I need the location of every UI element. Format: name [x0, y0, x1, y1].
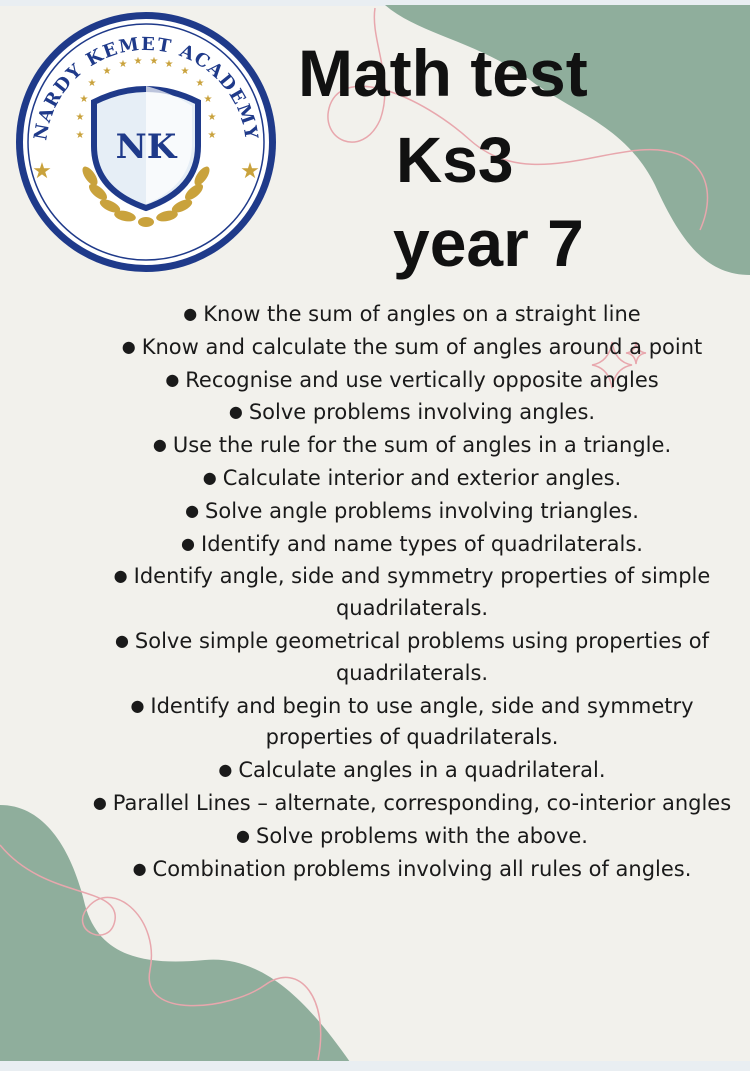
svg-text:★: ★	[164, 59, 174, 70]
academy-logo	[12, 8, 280, 276]
stage-label: Ks3	[396, 124, 514, 196]
topic-item	[62, 462, 750, 495]
bullet-icon: ●	[218, 760, 233, 780]
topic-item	[62, 690, 750, 755]
bullet-icon: ●	[181, 533, 196, 553]
topic-item	[62, 528, 750, 561]
right-star-icon: ★	[240, 159, 260, 184]
page-title: Math test	[298, 36, 588, 110]
svg-text:★: ★	[118, 59, 128, 70]
svg-text:★: ★	[195, 78, 205, 89]
topic-text: Parallel Lines – alternate, corresponding, co-interior angles	[112, 790, 732, 815]
svg-text:★: ★	[79, 94, 89, 105]
bullet-icon: ●	[185, 500, 200, 520]
topic-item	[62, 331, 750, 364]
bullet-icon: ●	[130, 695, 145, 715]
left-star-icon: ★	[32, 159, 52, 184]
bullet-icon: ●	[228, 402, 243, 422]
bullet-icon: ●	[121, 336, 136, 356]
topic-item	[62, 364, 750, 397]
topic-text: Know and calculate the sum of angles around a point	[141, 334, 703, 359]
topic-text: Calculate interior and exterior angles.	[222, 465, 622, 490]
bullet-icon: ●	[132, 858, 147, 878]
topic-text: Solve simple geometrical problems using properties of quadrilaterals.	[134, 628, 710, 685]
topic-item	[62, 396, 750, 429]
topic-text: Use the rule for the sum of angles in a triangle.	[172, 433, 672, 458]
bullet-icon: ●	[183, 304, 198, 323]
topic-item	[62, 298, 750, 331]
svg-text:★: ★	[75, 130, 85, 141]
bullet-icon: ●	[92, 792, 107, 812]
svg-text:★: ★	[203, 94, 213, 105]
bullet-icon: ●	[113, 566, 128, 586]
topic-item	[62, 787, 750, 820]
topic-item	[62, 625, 750, 690]
logo-ring-text: NARDY KEMET ACADEMY	[30, 33, 262, 142]
topic-text: Identify and name types of quadrilaterals.	[201, 531, 643, 556]
svg-text:★: ★	[207, 112, 217, 123]
bullet-icon: ●	[152, 435, 167, 455]
bullet-icon: ●	[165, 369, 180, 389]
topic-item	[62, 495, 750, 528]
topic-text: Calculate angles in a quadrilateral.	[238, 758, 606, 783]
svg-text:★: ★	[133, 56, 143, 67]
svg-text:★: ★	[75, 112, 85, 123]
bullet-icon: ●	[202, 467, 217, 487]
topic-text: Combination problems involving all rules of angles.	[152, 856, 692, 881]
topic-text: Solve problems with the above.	[255, 823, 588, 848]
topic-text: Solve angle problems involving triangles.	[205, 498, 639, 523]
svg-text:★: ★	[207, 130, 217, 141]
topic-list	[62, 298, 750, 885]
topic-item	[62, 560, 750, 625]
bullet-icon: ●	[114, 630, 129, 650]
topic-text: Know the sum of angles on a straight line	[203, 302, 641, 326]
topic-item	[62, 853, 750, 886]
svg-text:★: ★	[102, 66, 112, 77]
bottom-border	[0, 1061, 750, 1071]
bullet-icon: ●	[236, 825, 250, 845]
topic-text: Solve problems involving angles.	[248, 400, 596, 425]
topic-text: Identify and begin to use angle, side and symmetry properties of quadrilaterals.	[150, 693, 694, 750]
topic-item	[62, 754, 750, 787]
topic-text: Identify angle, side and symmetry properties of simple quadrilaterals.	[133, 564, 711, 621]
topic-text: Recognise and use vertically opposite angles	[185, 367, 659, 392]
topic-item	[62, 820, 750, 853]
svg-text:★: ★	[180, 66, 190, 77]
year-label: year 7	[393, 206, 584, 280]
topic-item	[62, 429, 750, 462]
svg-text:★: ★	[87, 78, 97, 89]
svg-text:★: ★	[149, 56, 159, 67]
logo-initials: NK	[115, 127, 177, 167]
